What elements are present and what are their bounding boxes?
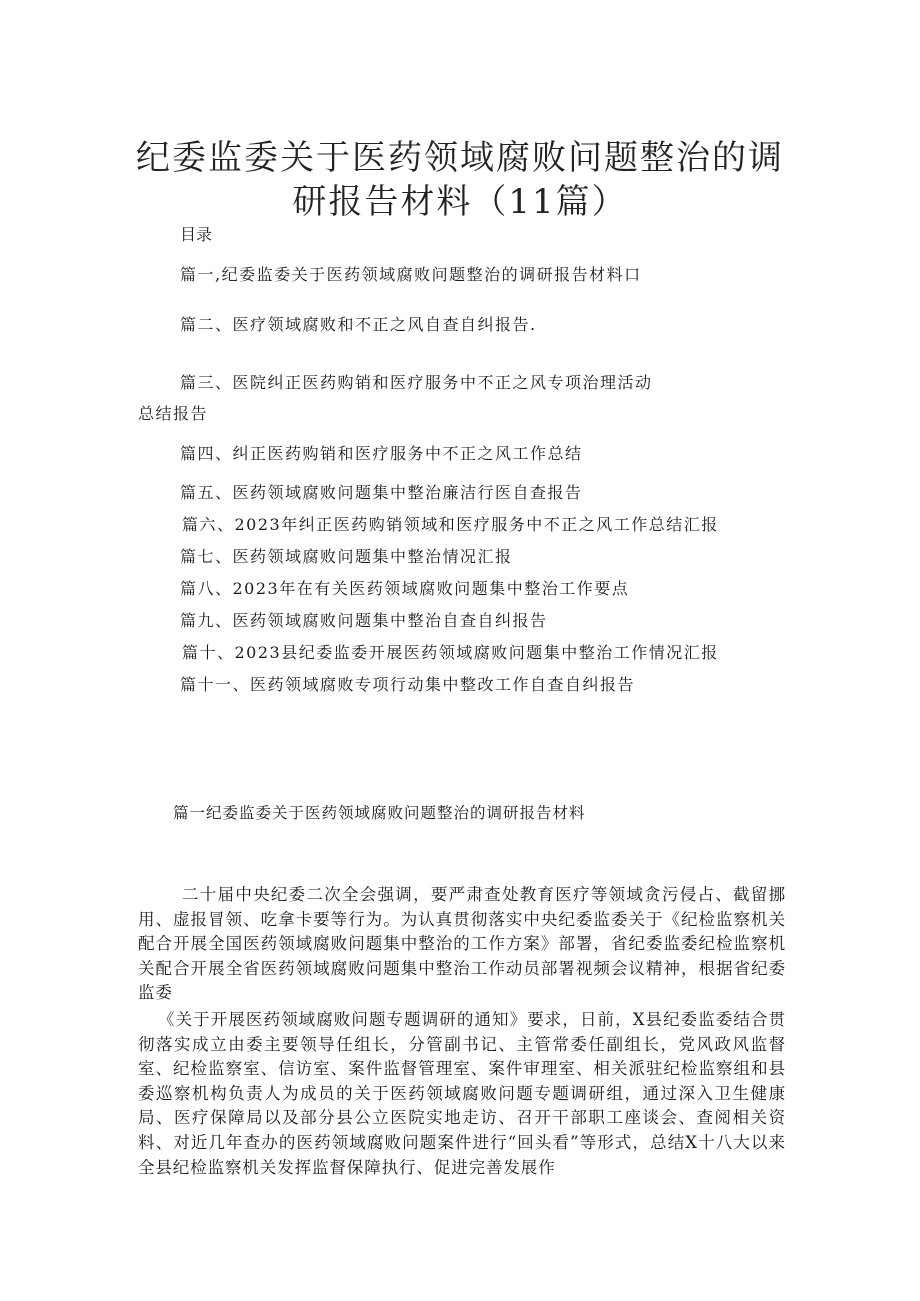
toc-item-11: 篇十一、医药领域腐败专项行动集中整改工作自查自纠报告 [180, 675, 636, 694]
document-title-line-2: 研报告材料（11篇） [292, 182, 628, 222]
toc-item-2: 篇二、医疗领域腐败和不正之风自查自纠报告. [180, 315, 537, 334]
toc-item-1: 篇一,纪委监委关于医药领域腐败问题整治的调研报告材料口 [180, 265, 642, 284]
body-paragraph-1: 二十届中央纪委二次全会强调，要严肃查处教育医疗等领域贪污侵占、截留挪用、虚报冒领、吃拿卡要等行为。为认真贯彻落实中央纪委监委关于《纪检监察机关配合开展全国医药领域腐败问题集中整治的工作方案》部署，省纪委监委纪检监察机关配合开展全省医药领域腐败问题集中整治工作动员部署视频会议精神，根据省纪委监委 [138, 885, 786, 1003]
toc-item-9: 篇九、医药领域腐败问题集中整治自查自纠报告 [180, 611, 548, 630]
toc-item-6: 篇六、2023年纠正医药购销领域和医疗服务中不正之风工作总结汇报 [182, 515, 719, 534]
document-title-line-1: 纪委监委关于医药领域腐败问题整治的调 [136, 138, 784, 178]
toc-item-5: 篇五、医药领域腐败问题集中整治廉洁行医自查报告 [180, 483, 583, 502]
toc-item-10: 篇十、2023县纪委监委开展医药领域腐败问题集中整治工作情况汇报 [182, 643, 719, 662]
toc-heading: 目录 [180, 225, 213, 244]
body-paragraph-2: 《关于开展医药领域腐败问题专题调研的通知》要求，日前，X县纪委监委结合贯彻落实成立由委主要领导任组长，分管副书记、主管常委任副组长，党风政风监督室、纪检监察室、信访室、案件监督管理室、案件审理室、相关派驻纪检监察组和县委巡察机构负责人为成员的关于医药领域腐败问题专题调研组，通过深入卫生健康局、医疗保障局以及部分县公立医院实地走访、召开干部职工座谈会、查阅相关资料、对近几年查办的医药领域腐败问题案件进行“回头看”等形式，总结X十八大以来全县纪检监察机关发挥监督保障执行、促进完善发展作 [138, 1010, 786, 1177]
toc-item-7: 篇七、医药领域腐败问题集中整治情况汇报 [180, 547, 513, 566]
toc-item-8: 篇八、2023年在有关医药领域腐败问题集中整治工作要点 [180, 579, 630, 598]
toc-item-3: 篇三、医院纠正医药购销和医疗服务中不正之风专项治理活动 [180, 373, 653, 392]
section-title: 篇一纪委监委关于医药领域腐败问题整治的调研报告材料 [173, 804, 586, 822]
toc-item-3-continued: 总结报告 [138, 404, 209, 423]
toc-item-4: 篇四、纠正医药购销和医疗服务中不正之风工作总结 [180, 444, 583, 463]
